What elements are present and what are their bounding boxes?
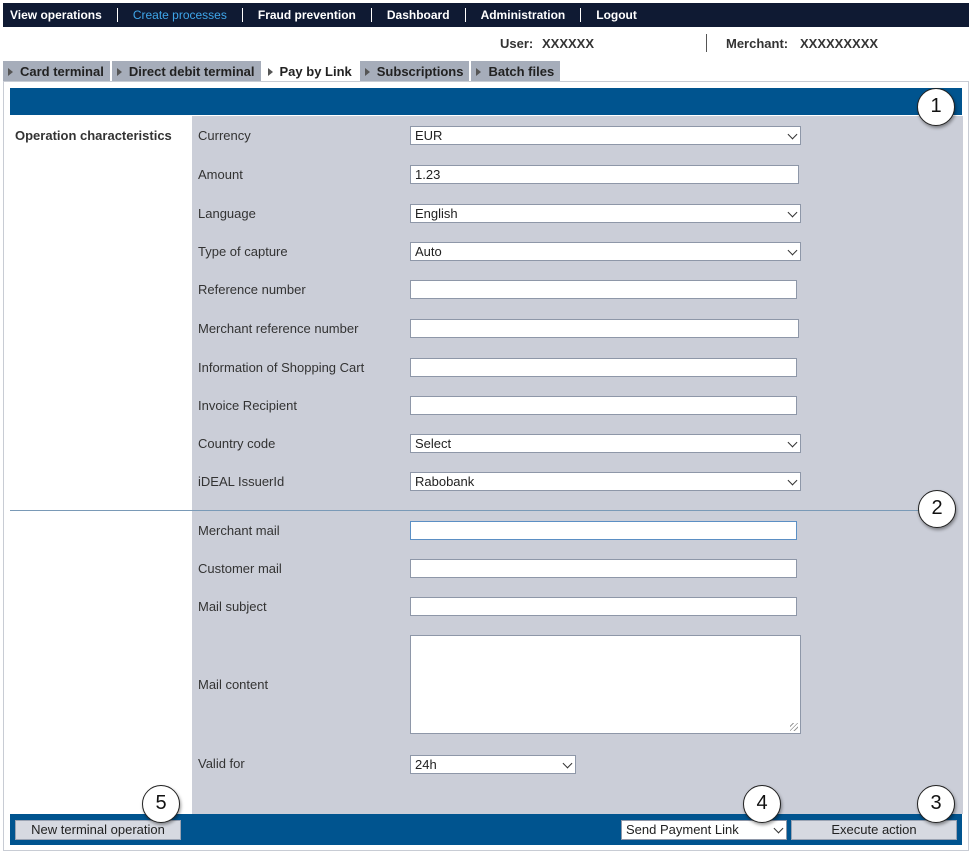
callout-5: 5: [142, 785, 180, 823]
language-select[interactable]: [410, 204, 801, 223]
valid-for-value: 24h: [415, 757, 437, 772]
new-terminal-operation-button[interactable]: New terminal operation: [15, 820, 181, 840]
valid-for-label: Valid for: [198, 756, 245, 771]
callout-1: 1: [917, 88, 955, 126]
callout-2: 2: [918, 490, 956, 528]
tab-label: Direct debit terminal: [128, 64, 255, 79]
currency-value: EUR: [415, 128, 443, 143]
reference-number-input[interactable]: [410, 280, 797, 299]
ideal-issuer-select[interactable]: [410, 472, 801, 491]
tab-label: Pay by Link: [279, 64, 352, 79]
merchant-reference-label: Merchant reference number: [198, 321, 359, 336]
merchant-mail-label: Merchant mail: [198, 523, 280, 538]
language-label: Language: [198, 206, 256, 221]
merchant-reference-input[interactable]: [410, 319, 799, 338]
merchant-value: XXXXXXXXX: [800, 36, 879, 51]
triangle-right-icon: [268, 68, 273, 76]
nav-fraud-prevention[interactable]: Fraud prevention: [242, 8, 371, 22]
tab-subscriptions[interactable]: [360, 61, 470, 82]
invoice-recipient-input[interactable]: [410, 396, 797, 415]
invoice-recipient-label: Invoice Recipient: [198, 398, 297, 413]
form-header-bar: [10, 88, 962, 115]
capture-type-select[interactable]: [410, 242, 801, 261]
nav-logout[interactable]: Logout: [580, 8, 652, 22]
ideal-issuer-value: Rabobank: [415, 474, 475, 489]
customer-mail-label: Customer mail: [198, 561, 282, 576]
country-code-value: Select: [415, 436, 452, 451]
chevron-down-icon: [788, 246, 798, 256]
section-divider: [10, 510, 920, 511]
action-select-value: Send Payment Link: [626, 822, 739, 837]
tab-label: Subscriptions: [376, 64, 464, 79]
tab-label: Batch files: [488, 64, 555, 79]
nav-view-operations[interactable]: View operations: [10, 8, 102, 22]
triangle-right-icon: [365, 68, 370, 76]
tab-label: Card terminal: [20, 64, 104, 79]
tab-pay-by-link[interactable]: [263, 61, 358, 82]
tab-card-terminal[interactable]: [3, 61, 110, 82]
merchant-label: Merchant:: [726, 36, 789, 51]
amount-input[interactable]: [410, 165, 799, 184]
mail-content-textarea[interactable]: [410, 635, 801, 734]
reference-label: Reference number: [198, 282, 306, 297]
ideal-issuer-label: iDEAL IssuerId: [198, 474, 285, 489]
mail-subject-label: Mail subject: [198, 599, 267, 614]
nav-administration[interactable]: Administration: [465, 8, 581, 22]
chevron-down-icon: [788, 208, 798, 218]
chevron-down-icon: [788, 476, 798, 486]
shopping-cart-label: Information of Shopping Cart: [198, 360, 365, 375]
mail-content-label: Mail content: [198, 677, 269, 692]
nav-create-processes[interactable]: Create processes: [117, 8, 242, 22]
capture-label: Type of capture: [198, 244, 288, 259]
execute-action-button[interactable]: Execute action: [791, 820, 957, 840]
chevron-down-icon: [788, 438, 798, 448]
triangle-right-icon: [476, 68, 481, 76]
callout-3: 3: [917, 785, 955, 823]
currency-label: Currency: [198, 128, 251, 143]
chevron-down-icon: [788, 130, 798, 140]
header-divider: [706, 34, 707, 52]
nav-dashboard[interactable]: Dashboard: [371, 8, 465, 22]
valid-for-select[interactable]: [410, 755, 576, 774]
chevron-down-icon: [563, 759, 573, 769]
callout-4: 4: [743, 785, 781, 823]
amount-label: Amount: [198, 167, 243, 182]
tab-direct-debit-terminal[interactable]: [112, 61, 261, 82]
capture-value: Auto: [415, 244, 442, 259]
resize-grip-icon[interactable]: [790, 723, 798, 731]
terminal-tabs: [3, 61, 562, 82]
tab-batch-files[interactable]: [471, 61, 560, 82]
chevron-down-icon: [774, 824, 784, 834]
amount-value: 1.23: [415, 167, 441, 182]
user-label: User:: [500, 36, 534, 51]
top-navigation: [3, 3, 969, 27]
mail-subject-input[interactable]: [410, 597, 797, 616]
triangle-right-icon: [117, 68, 122, 76]
merchant-mail-input[interactable]: [410, 521, 797, 540]
customer-mail-input[interactable]: [410, 559, 797, 578]
language-value: English: [415, 206, 458, 221]
country-code-select[interactable]: [410, 434, 801, 453]
currency-select[interactable]: [410, 126, 801, 145]
section-title: Operation characteristics: [15, 128, 172, 143]
triangle-right-icon: [8, 68, 13, 76]
shopping-cart-input[interactable]: [410, 358, 797, 377]
user-value: XXXXXX: [542, 36, 595, 51]
action-select[interactable]: [621, 820, 787, 840]
country-code-label: Country code: [198, 436, 276, 451]
